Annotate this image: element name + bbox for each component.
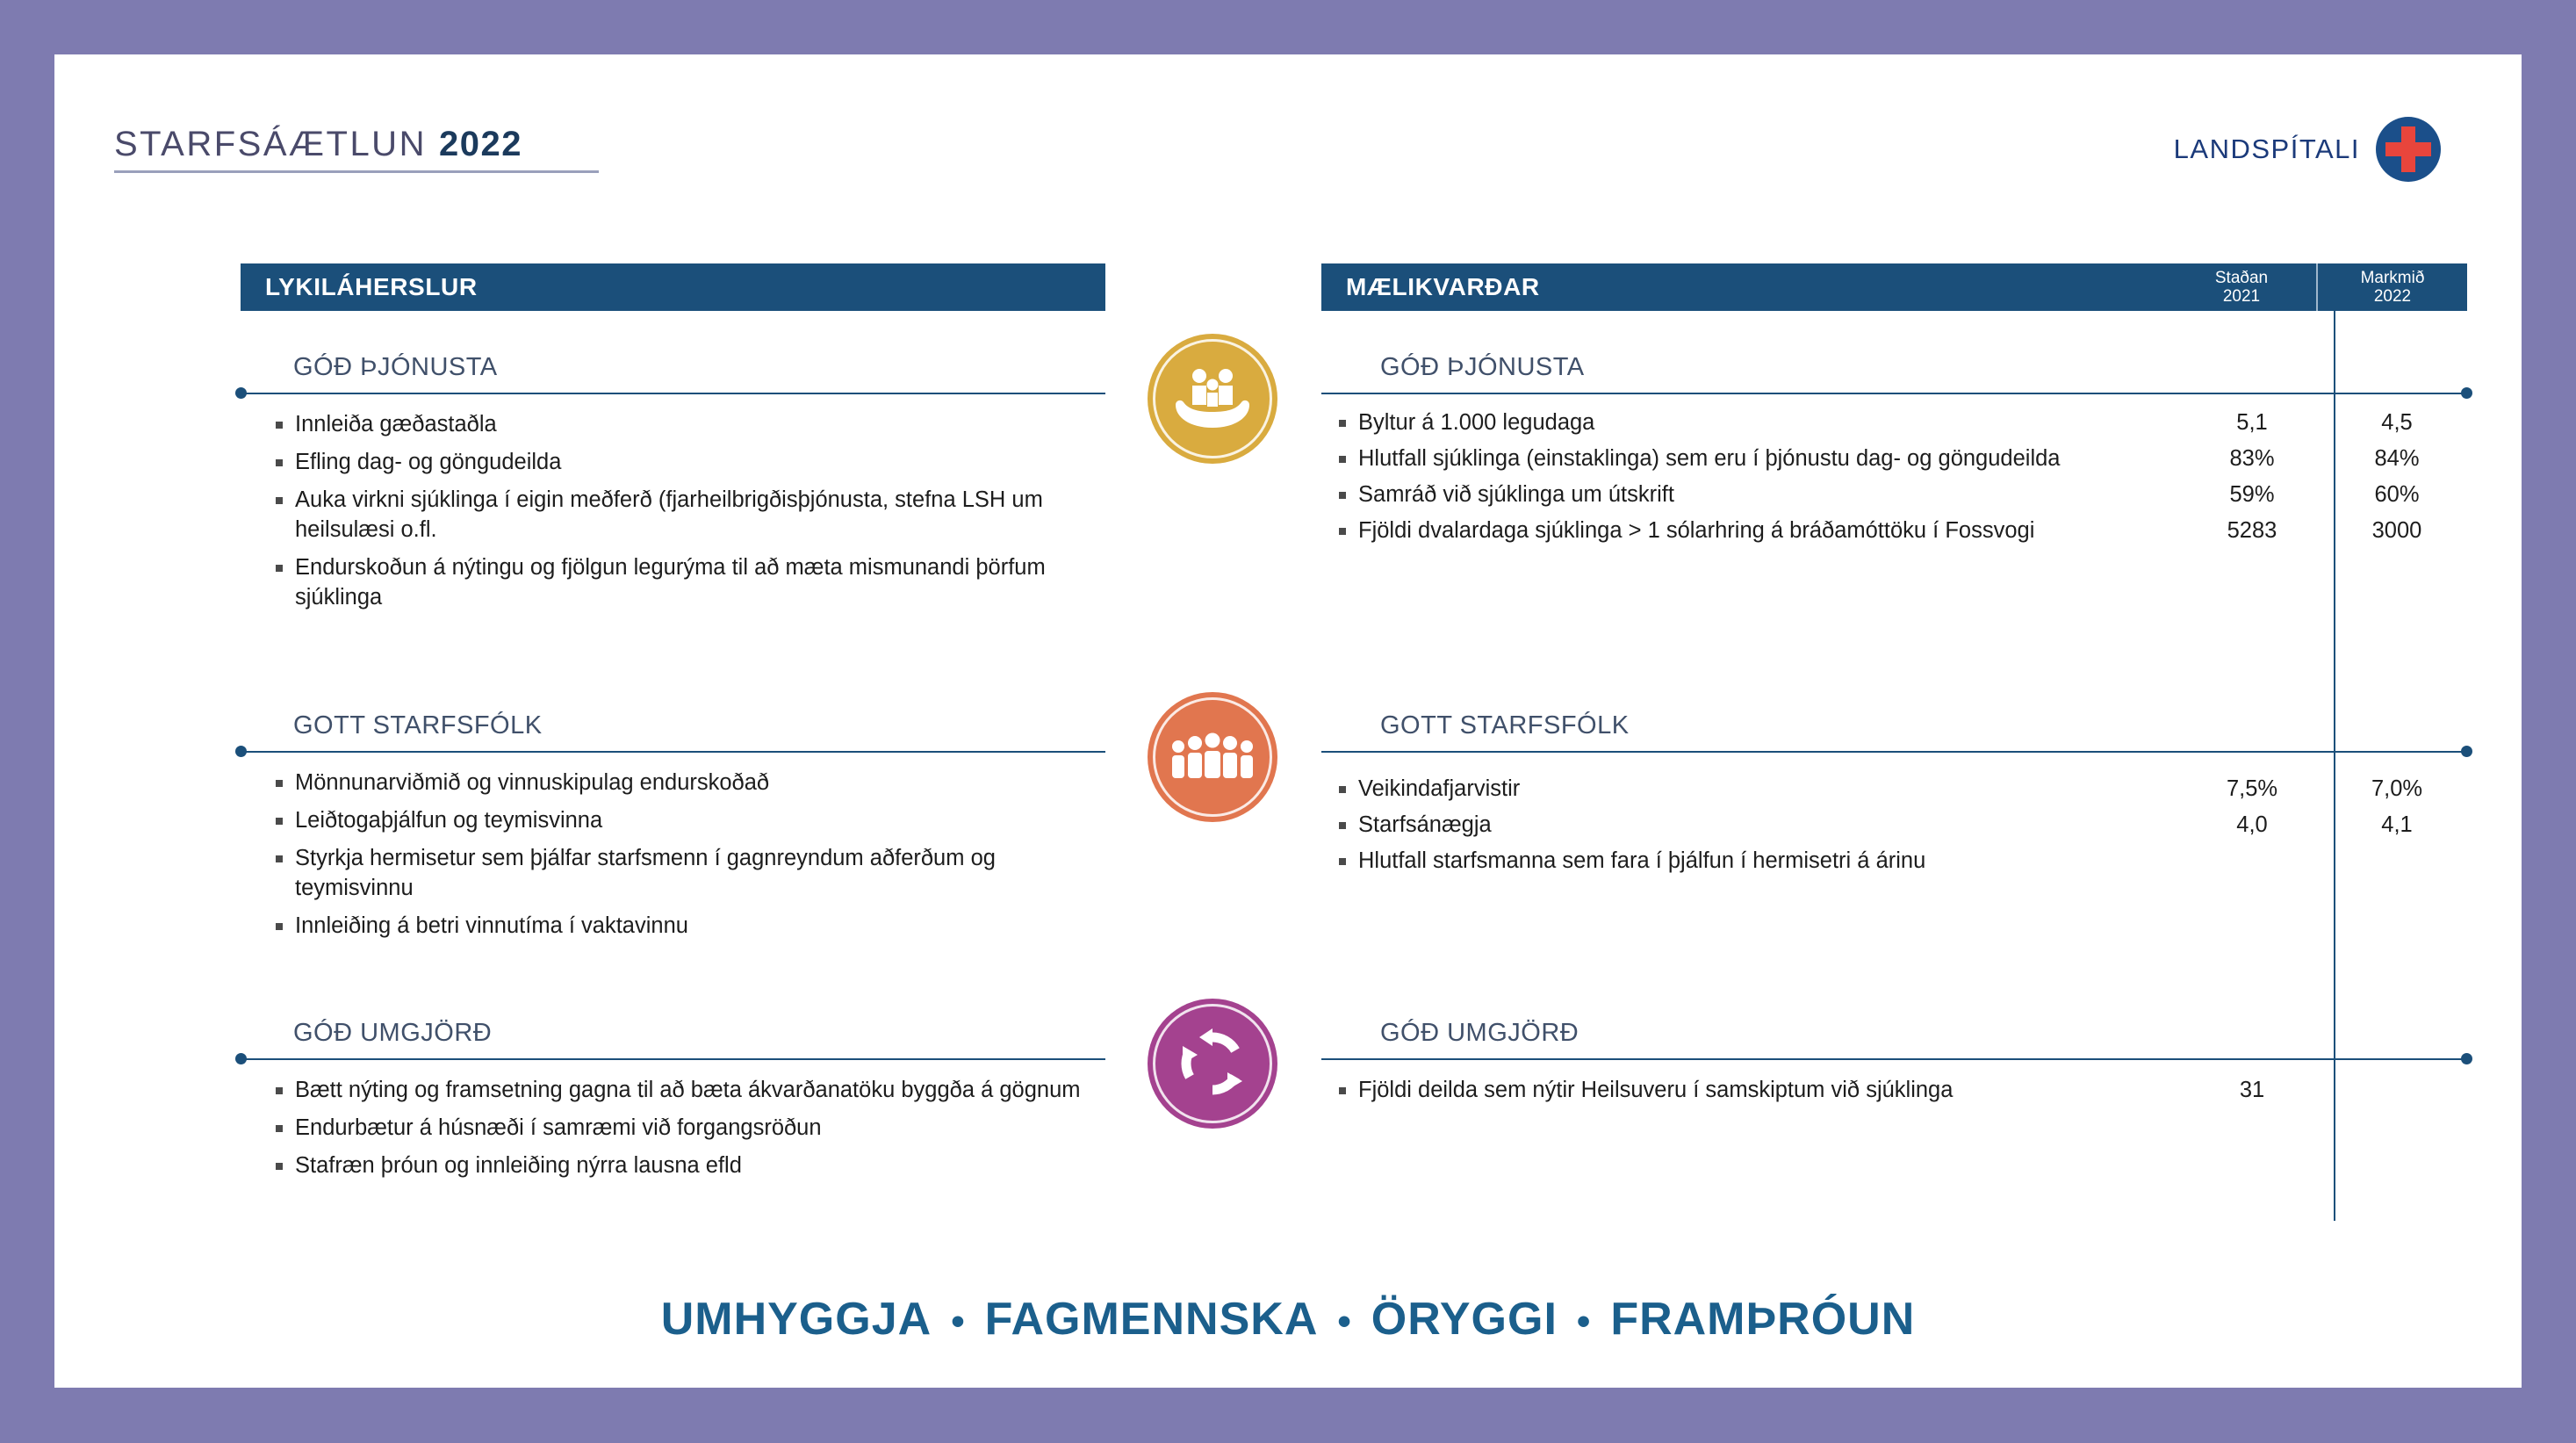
footer-separator: •	[1337, 1300, 1352, 1344]
section-label-measures-god-umgjord: GÓÐ UMGJÖRÐ	[1380, 1019, 1579, 1047]
focus-list-god-thjonusta	[258, 410, 1101, 620]
measures-list-god-umgjord	[1321, 1076, 2467, 1112]
section-rule-left-2	[241, 751, 1105, 753]
list-item: Efling dag- og göngudeilda	[258, 448, 1101, 478]
measures-list-god-thjonusta	[1321, 408, 2467, 552]
list-item: Auka virkni sjúklinga í eigin meðferð (fjarheilbrigðisþjónusta, stefna LSH um heilsulæsi o.fl.	[258, 486, 1101, 545]
section-rule-right-3	[1321, 1058, 2467, 1060]
footer-separator: •	[1576, 1300, 1592, 1344]
footer-separator: •	[951, 1300, 966, 1344]
section-label-measures-god-thjonusta: GÓÐ ÞJÓNUSTA	[1380, 353, 1585, 381]
focus-list-gott-starfsfolk	[258, 768, 1101, 949]
column-header-goal-line1: Markmið	[2360, 268, 2425, 287]
measure-label: Samráð við sjúklinga um útskrift	[1321, 480, 2177, 510]
column-header-current	[2167, 269, 2316, 307]
measure-label: Fjöldi dvalardaga sjúklinga > 1 sólarhring á bráðamóttöku í Fossvogi	[1321, 516, 2177, 546]
page-title-main: STARFSÁÆTLUN	[114, 125, 427, 163]
measure-current: 5283	[2227, 517, 2277, 543]
page-title	[114, 125, 522, 164]
table-row	[1321, 480, 2467, 510]
column-header-goal-line2: 2022	[2373, 287, 2412, 306]
column-header-current-line2: 2021	[2222, 287, 2261, 306]
column-header-goal	[2318, 269, 2467, 307]
list-item: Innleiða gæðastaðla	[258, 410, 1101, 440]
table-row	[1321, 811, 2467, 841]
list-item: Bætt nýting og framsetning gagna til að bæta ákvarðanatöku byggða á gögnum	[258, 1076, 1101, 1106]
hospital-cross-icon	[2376, 117, 2441, 182]
list-item: Endurskoðun á nýtingu og fjölgun legurýma til að mæta mismunandi þörfum sjúklinga	[258, 553, 1101, 613]
measure-label: Byltur á 1.000 legudaga	[1321, 408, 2177, 438]
slide-canvas	[54, 54, 2522, 1388]
list-item: Innleiðing á betri vinnutíma í vaktavinnu	[258, 912, 1101, 942]
footer-value-4: FRAMÞRÓUN	[1610, 1294, 1916, 1345]
table-row	[1321, 1076, 2467, 1106]
focus-list-god-umgjord	[258, 1076, 1101, 1189]
footer-value-3: ÖRYGGI	[1371, 1294, 1558, 1345]
section-rule-left-3	[241, 1058, 1105, 1060]
measure-current: 5,1	[2236, 410, 2268, 435]
table-row	[1321, 516, 2467, 546]
list-item: Stafræn þróun og innleiðing nýrra lausna efld	[258, 1151, 1101, 1181]
measure-label: Fjöldi deilda sem nýtir Heilsuveru í samskiptum við sjúklinga	[1321, 1076, 2177, 1106]
recycle-arrows-icon	[1148, 999, 1277, 1129]
measure-goal: 84%	[2374, 445, 2420, 471]
measures-list-gott-starfsfolk	[1321, 775, 2467, 883]
title-divider	[114, 170, 599, 173]
list-item: Endurbætur á húsnæði í samræmi við forgangsröðun	[258, 1114, 1101, 1144]
measure-current: 31	[2239, 1078, 2265, 1102]
footer-value-1: UMHYGGJA	[660, 1294, 932, 1345]
column-header-measures-label: MÆLIKVARÐAR	[1346, 273, 1540, 300]
measure-goal: 60%	[2374, 481, 2420, 507]
section-rule-right-1	[1321, 393, 2467, 394]
column-header-current-line1: Staðan	[2214, 268, 2269, 287]
list-item: Leiðtogaþjálfun og teymisvinna	[258, 806, 1101, 836]
footer-value-2: FAGMENNSKA	[984, 1294, 1319, 1345]
slide-header	[54, 54, 2522, 169]
measure-label: Veikindafjarvistir	[1321, 775, 2177, 804]
measure-goal: 7,0%	[2371, 776, 2423, 801]
family-in-hands-icon	[1148, 334, 1277, 464]
column-header-focus	[241, 263, 1105, 311]
measure-current: 7,5%	[2226, 776, 2278, 801]
table-row	[1321, 775, 2467, 804]
brand-logo	[2174, 117, 2441, 182]
section-label-focus-god-thjonusta: GÓÐ ÞJÓNUSTA	[293, 353, 498, 381]
measure-label: Hlutfall sjúklinga (einstaklinga) sem eru í þjónustu dag- og göngudeilda	[1321, 444, 2177, 474]
team-group-icon	[1148, 692, 1277, 822]
column-header-focus-label: LYKILÁHERSLUR	[265, 273, 478, 300]
measure-goal: 4,5	[2381, 410, 2413, 435]
list-item: Styrkja hermisetur sem þjálfar starfsmenn í gagnreyndum aðferðum og teymisvinnu	[258, 844, 1101, 904]
measure-label: Hlutfall starfsmanna sem fara í þjálfun í hermisetri á árinu	[1321, 847, 2177, 877]
list-item: Mönnunarviðmið og vinnuskipulag endurskoðað	[258, 768, 1101, 798]
footer-values	[54, 1293, 2522, 1346]
measure-label: Starfsánægja	[1321, 811, 2177, 841]
section-rule-right-2	[1321, 751, 2467, 753]
measure-current: 83%	[2229, 445, 2275, 471]
section-label-focus-gott-starfsfolk: GOTT STARFSFÓLK	[293, 711, 543, 740]
page-title-year: 2022	[438, 125, 522, 163]
measure-current: 59%	[2229, 481, 2275, 507]
table-row	[1321, 408, 2467, 438]
table-row	[1321, 444, 2467, 474]
measure-goal: 3000	[2371, 517, 2422, 543]
table-row	[1321, 847, 2467, 877]
section-rule-left-1	[241, 393, 1105, 394]
section-label-focus-god-umgjord: GÓÐ UMGJÖRÐ	[293, 1019, 493, 1047]
section-label-measures-gott-starfsfolk: GOTT STARFSFÓLK	[1380, 711, 1630, 740]
measure-goal: 4,1	[2381, 812, 2413, 837]
brand-name: LANDSPÍTALI	[2173, 133, 2360, 164]
measure-current: 4,0	[2236, 812, 2268, 837]
column-header-measures	[1321, 263, 2467, 311]
